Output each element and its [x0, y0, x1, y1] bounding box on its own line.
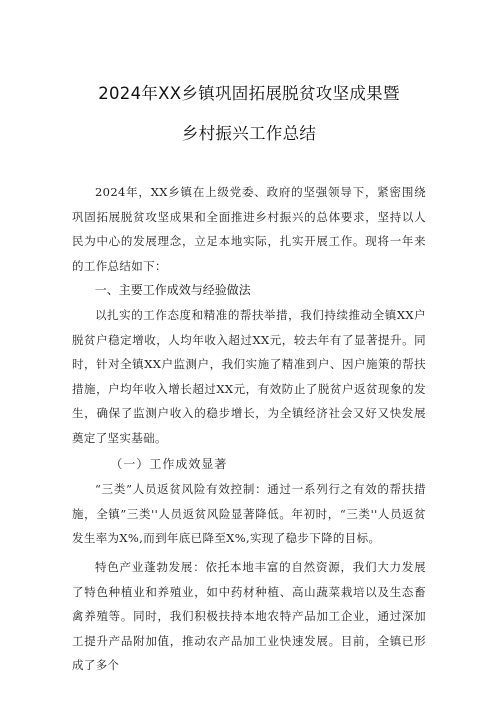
intro-paragraph: 2024年，XX乡镇在上级党委、政府的坚强领导下，紧密围绕巩固拓展脱贫攻坚成果和全面推进乡村振兴的总体要求，坚持以人民为中心的发展理念，立足本地实际，扎实开展工作。现将一年来的工作总结如下：	[72, 185, 426, 273]
document-body	[72, 180, 426, 678]
industry-paragraph: 特色产业蓬勃发展：依托本地丰富的自然资源，我们大力发展了特色种植业和养殖业，如中药材种植、高山蔬菜栽培以及生态畜禽养殖等。同时，我们积极扶持本地农特产品加工企业，通过深加工提升产品附加值，推动农产品加工业快速发展。目前，全镇已形成了多个	[72, 559, 426, 673]
subsection-heading-1: （一）工作成效显著	[110, 456, 228, 471]
document-title-line1: 2024年XX乡镇巩固拓展脱贫攻坚成果暨	[98, 84, 400, 103]
risk-control-paragraph: “三类”人员返贫风险有效控制：通过一系列行之有效的帮扶措施，全镇”三类''人员返贫风险显著降低。年初时，“三类''人员返贫发生率为X%,而到年底已降至X%,实现了稳步下降的目标。	[72, 482, 426, 546]
section-heading-1: 一、主要工作成效与经验做法	[94, 283, 251, 298]
document-title-line2: 乡村振兴工作总结	[181, 124, 317, 143]
section1-paragraph: 以扎实的工作态度和精准的帮扶举措，我们持续推动全镇XX户脱贫户稳定增收，人均年收入超过XX元，较去年有了显著提升。同时，针对全镇XX户监测户，我们实施了精准到户、因户施策的帮扶措施，户均年收入增长超过XX元，有效防止了脱贫户返贫现象的发生，确保了监测户收入的稳步增长，为全镇经济社会又好又快发展奠定了坚实基础。	[72, 307, 426, 445]
